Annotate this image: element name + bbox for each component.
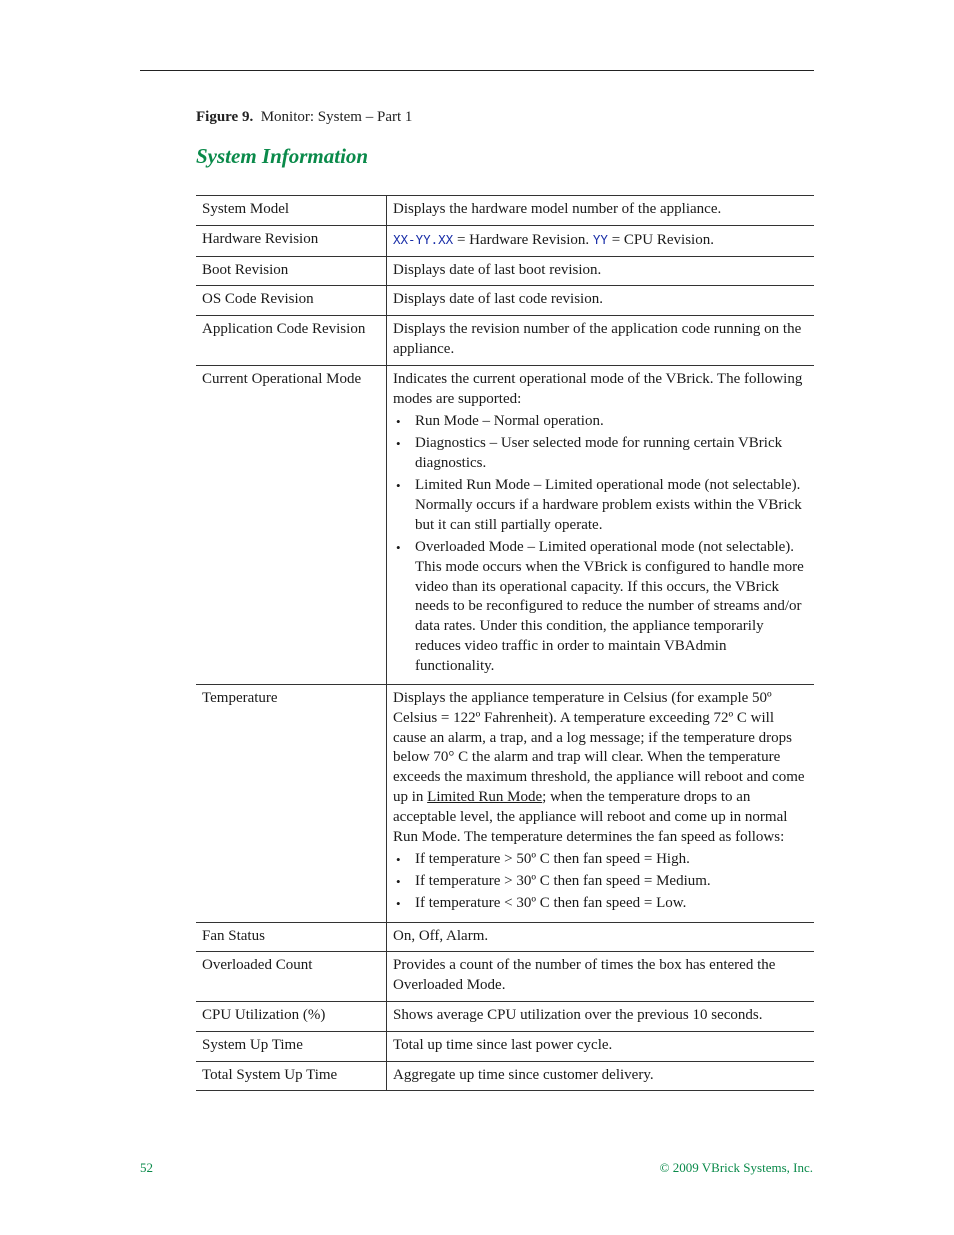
- section-title: System Information: [196, 144, 369, 168]
- table-row: [196, 1031, 814, 1061]
- temperature-intro: [393, 689, 808, 847]
- row-description: Shows average CPU utilization over the previous 10 seconds.: [387, 1001, 815, 1031]
- row-label: Total System Up Time: [196, 1061, 387, 1091]
- row-description: Displays date of last code revision.: [387, 286, 815, 316]
- table-row: [196, 196, 814, 226]
- row-label: Hardware Revision: [196, 225, 387, 256]
- fan-speed-list: [393, 850, 808, 914]
- row-description: Provides a count of the number of times the box has entered the Overloaded Mode.: [387, 952, 815, 1002]
- table-row: [196, 684, 814, 922]
- row-label: Current Operational Mode: [196, 365, 387, 684]
- temperature-text-before-link: Displays the appliance temperature in Celsius (for example 50º Celsius = 122º Fahrenheit). A temperature exceeding 72º C will cause an alarm, a trap, and a log message; if the temperature drops below 70° C the alarm and trap will clear. When the temperature exceeds the maximum threshold, the appliance will reboot and come up in: [393, 689, 805, 805]
- hardware-revision-text: = Hardware Revision.: [453, 231, 593, 248]
- row-description: Displays the revision number of the application code running on the appliance.: [387, 316, 815, 366]
- operational-mode-list: [393, 412, 808, 676]
- table-row: [196, 1001, 814, 1031]
- row-label: System Model: [196, 196, 387, 226]
- row-description: [387, 684, 815, 922]
- list-item: • Limited Run Mode – Limited operational mode (not selectable). Normally occurs if a hardware problem exists within the VBrick but it can still partially operate.: [415, 476, 808, 535]
- row-label: Fan Status: [196, 922, 387, 952]
- table-row: [196, 225, 814, 256]
- table-row: [196, 256, 814, 286]
- cpu-revision-code: YY: [592, 231, 608, 247]
- table-row: [196, 316, 814, 366]
- figure-label: Figure 9.: [196, 109, 254, 125]
- row-description: Displays the hardware model number of the appliance.: [387, 196, 815, 226]
- row-description: On, Off, Alarm.: [387, 922, 815, 952]
- row-description: [387, 225, 815, 256]
- list-item: • If temperature > 50º C then fan speed = High.: [415, 850, 808, 870]
- row-label: Application Code Revision: [196, 316, 387, 366]
- list-item: • Overloaded Mode – Limited operational mode (not selectable). This mode occurs when the VBrick is configured to handle more video than its operational capacity. If this occurs, the VBrick needs to be reconfigured to reduce the number of streams and/or data rates. Under this condition, the appliance temporarily reduces video traffic in order to maintain VBAdmin functionality.: [415, 538, 808, 677]
- row-description: Total up time since last power cycle.: [387, 1031, 815, 1061]
- row-description: Aggregate up time since customer delivery.: [387, 1061, 815, 1091]
- header-rule: [140, 70, 814, 71]
- row-label: Overloaded Count: [196, 952, 387, 1002]
- row-description: Displays date of last boot revision.: [387, 256, 815, 286]
- list-item: • If temperature < 30º C then fan speed = Low.: [415, 894, 808, 914]
- limited-run-mode-link[interactable]: Limited Run Mode: [427, 788, 543, 805]
- list-item: • If temperature > 30º C then fan speed = Medium.: [415, 872, 808, 892]
- figure-caption-text: Monitor: System – Part 1: [260, 109, 413, 125]
- row-description: [387, 365, 815, 684]
- table-row: [196, 1061, 814, 1091]
- copyright-notice: © 2009 VBrick Systems, Inc.: [659, 1160, 813, 1175]
- hardware-revision-code: XX-YY.XX: [393, 231, 454, 247]
- list-item: • Run Mode – Normal operation.: [415, 412, 808, 432]
- table-row: [196, 952, 814, 1002]
- row-label: OS Code Revision: [196, 286, 387, 316]
- figure-caption: [196, 109, 412, 126]
- list-item: • Diagnostics – User selected mode for running certain VBrick diagnostics.: [415, 434, 808, 474]
- table-row: [196, 286, 814, 316]
- table-row: [196, 922, 814, 952]
- cpu-revision-text: = CPU Revision.: [607, 231, 714, 248]
- page-number: 52: [140, 1160, 153, 1175]
- table-row: [196, 365, 814, 684]
- system-information-table: [196, 195, 814, 1091]
- row-label: CPU Utilization (%): [196, 1001, 387, 1031]
- temperature-text-after-link: ; when the temperature drops to an acceptable level, the appliance will reboot and come up in normal Run Mode. The temperature determines the fan speed as follows:: [393, 788, 788, 845]
- row-label: System Up Time: [196, 1031, 387, 1061]
- row-label: Boot Revision: [196, 256, 387, 286]
- operational-mode-intro: Indicates the current operational mode of the VBrick. The following modes are supported:: [393, 370, 803, 407]
- row-label: Temperature: [196, 684, 387, 922]
